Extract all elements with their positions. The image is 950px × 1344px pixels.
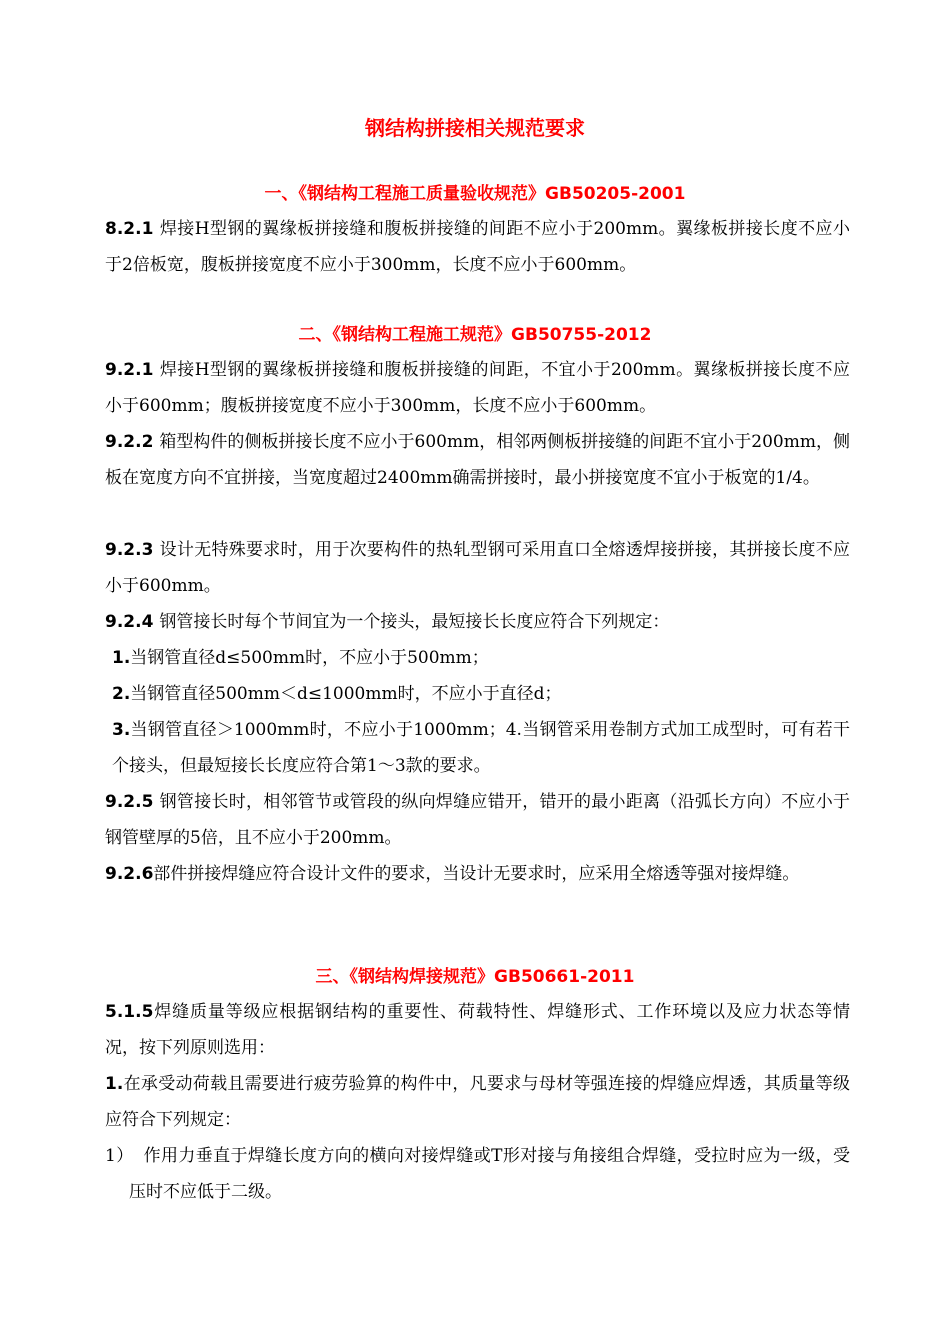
item-number: 3. [112,720,131,740]
section-heading-2: 二、《钢结构工程施工规范》GB50755-2012 [298,325,652,345]
clause-9-2-6 [105,856,850,892]
clause-number: 9.2.4 [105,612,154,632]
clause-number: 9.2.1 [105,360,154,380]
clause-9-2-1 [105,352,850,424]
clause-5-1-5 [105,994,850,1066]
clause-number: 9.2.3 [105,540,154,560]
item-number: 2. [112,684,131,704]
clause-number: 9.2.5 [105,792,154,812]
clause-text: 设计无特殊要求时，用于次要构件的热轧型钢可采用直口全熔透焊接拼接，其拼接长度不应小于600mm。 [105,540,850,596]
section-heading-3: 三、《钢结构焊接规范》GB50661-2011 [315,967,635,987]
item-text: 当钢管直径500mm＜d≤1000mm时，不应小于直径d； [130,684,562,704]
clause-text: 部件拼接焊缝应符合设计文件的要求，当设计无要求时，应采用全熔透等强对接焊缝。 [153,864,800,884]
clause-text: 钢管接长时，相邻管节或管段的纵向焊缝应错开，错开的最小距离（沿弧长方向）不应小于钢管壁厚的5倍，且不应小于200mm。 [105,792,850,848]
clause-number: 8.2.1 [105,219,154,239]
sub-rule-text: 作用力垂直于焊缝长度方向的横向对接焊缝或T形对接与角接组合焊缝，受拉时应为一级，受压时不应低于二级。 [129,1146,850,1202]
clause-9-2-2 [105,424,850,496]
clause-text: 焊接H型钢的翼缘板拼接缝和腹板拼接缝的间距不应小于200mm。翼缘板拼接长度不应小于2倍板宽，腹板拼接宽度不应小于300mm，长度不应小于600mm。 [105,219,850,275]
sub-rule-number: 1） [105,1146,134,1166]
item-number: 1. [112,648,131,668]
rule-number: 1. [105,1074,124,1094]
item-text: 当钢管直径d≤500mm时，不应小于500mm； [130,648,489,668]
clause-text: 钢管接长时每个节间宜为一个接头，最短接长长度应符合下列规定： [159,612,670,632]
clause-number: 9.2.6 [105,864,154,884]
clause-text: 箱型构件的侧板拼接长度不应小于600mm，相邻两侧板拼接缝的间距不宜小于200mm，侧板在宽度方向不宜拼接，当宽度超过2400mm确需拼接时，最小拼接宽度不宜小于板宽的1/4。 [105,432,850,488]
list-item-2 [112,676,850,712]
section-heading-1: 一、《钢结构工程施工质量验收规范》GB50205-2001 [264,184,686,204]
clause-9-2-5 [105,784,850,856]
document-title: 钢结构拼接相关规范要求 [365,116,585,140]
list-item-3 [112,712,850,784]
rule-text: 在承受动荷载且需要进行疲劳验算的构件中，凡要求与母材等强连接的焊缝应焊透，其质量等级应符合下列规定： [105,1074,850,1130]
rule-1 [105,1066,850,1138]
clause-text: 焊缝质量等级应根据钢结构的重要性、荷载特性、焊缝形式、工作环境以及应力状态等情况，按下列原则选用： [105,1002,850,1058]
clause-number: 5.1.5 [105,1002,154,1022]
clause-9-2-3 [105,532,850,604]
item-text: 当钢管直径＞1000mm时，不应小于1000mm；4.当钢管采用卷制方式加工成型时，可有若干个接头，但最短接长长度应符合第1～3款的要求。 [112,720,850,776]
list-item-1 [112,640,850,676]
clause-9-2-4 [105,604,850,640]
clause-text: 焊接H型钢的翼缘板拼接缝和腹板拼接缝的间距，不宜小于200mm。翼缘板拼接长度不应小于600mm；腹板拼接宽度不应小于300mm，长度不应小于600mm。 [105,360,850,416]
clause-8-2-1 [105,211,850,283]
sub-rule-1 [105,1138,850,1210]
clause-number: 9.2.2 [105,432,154,452]
